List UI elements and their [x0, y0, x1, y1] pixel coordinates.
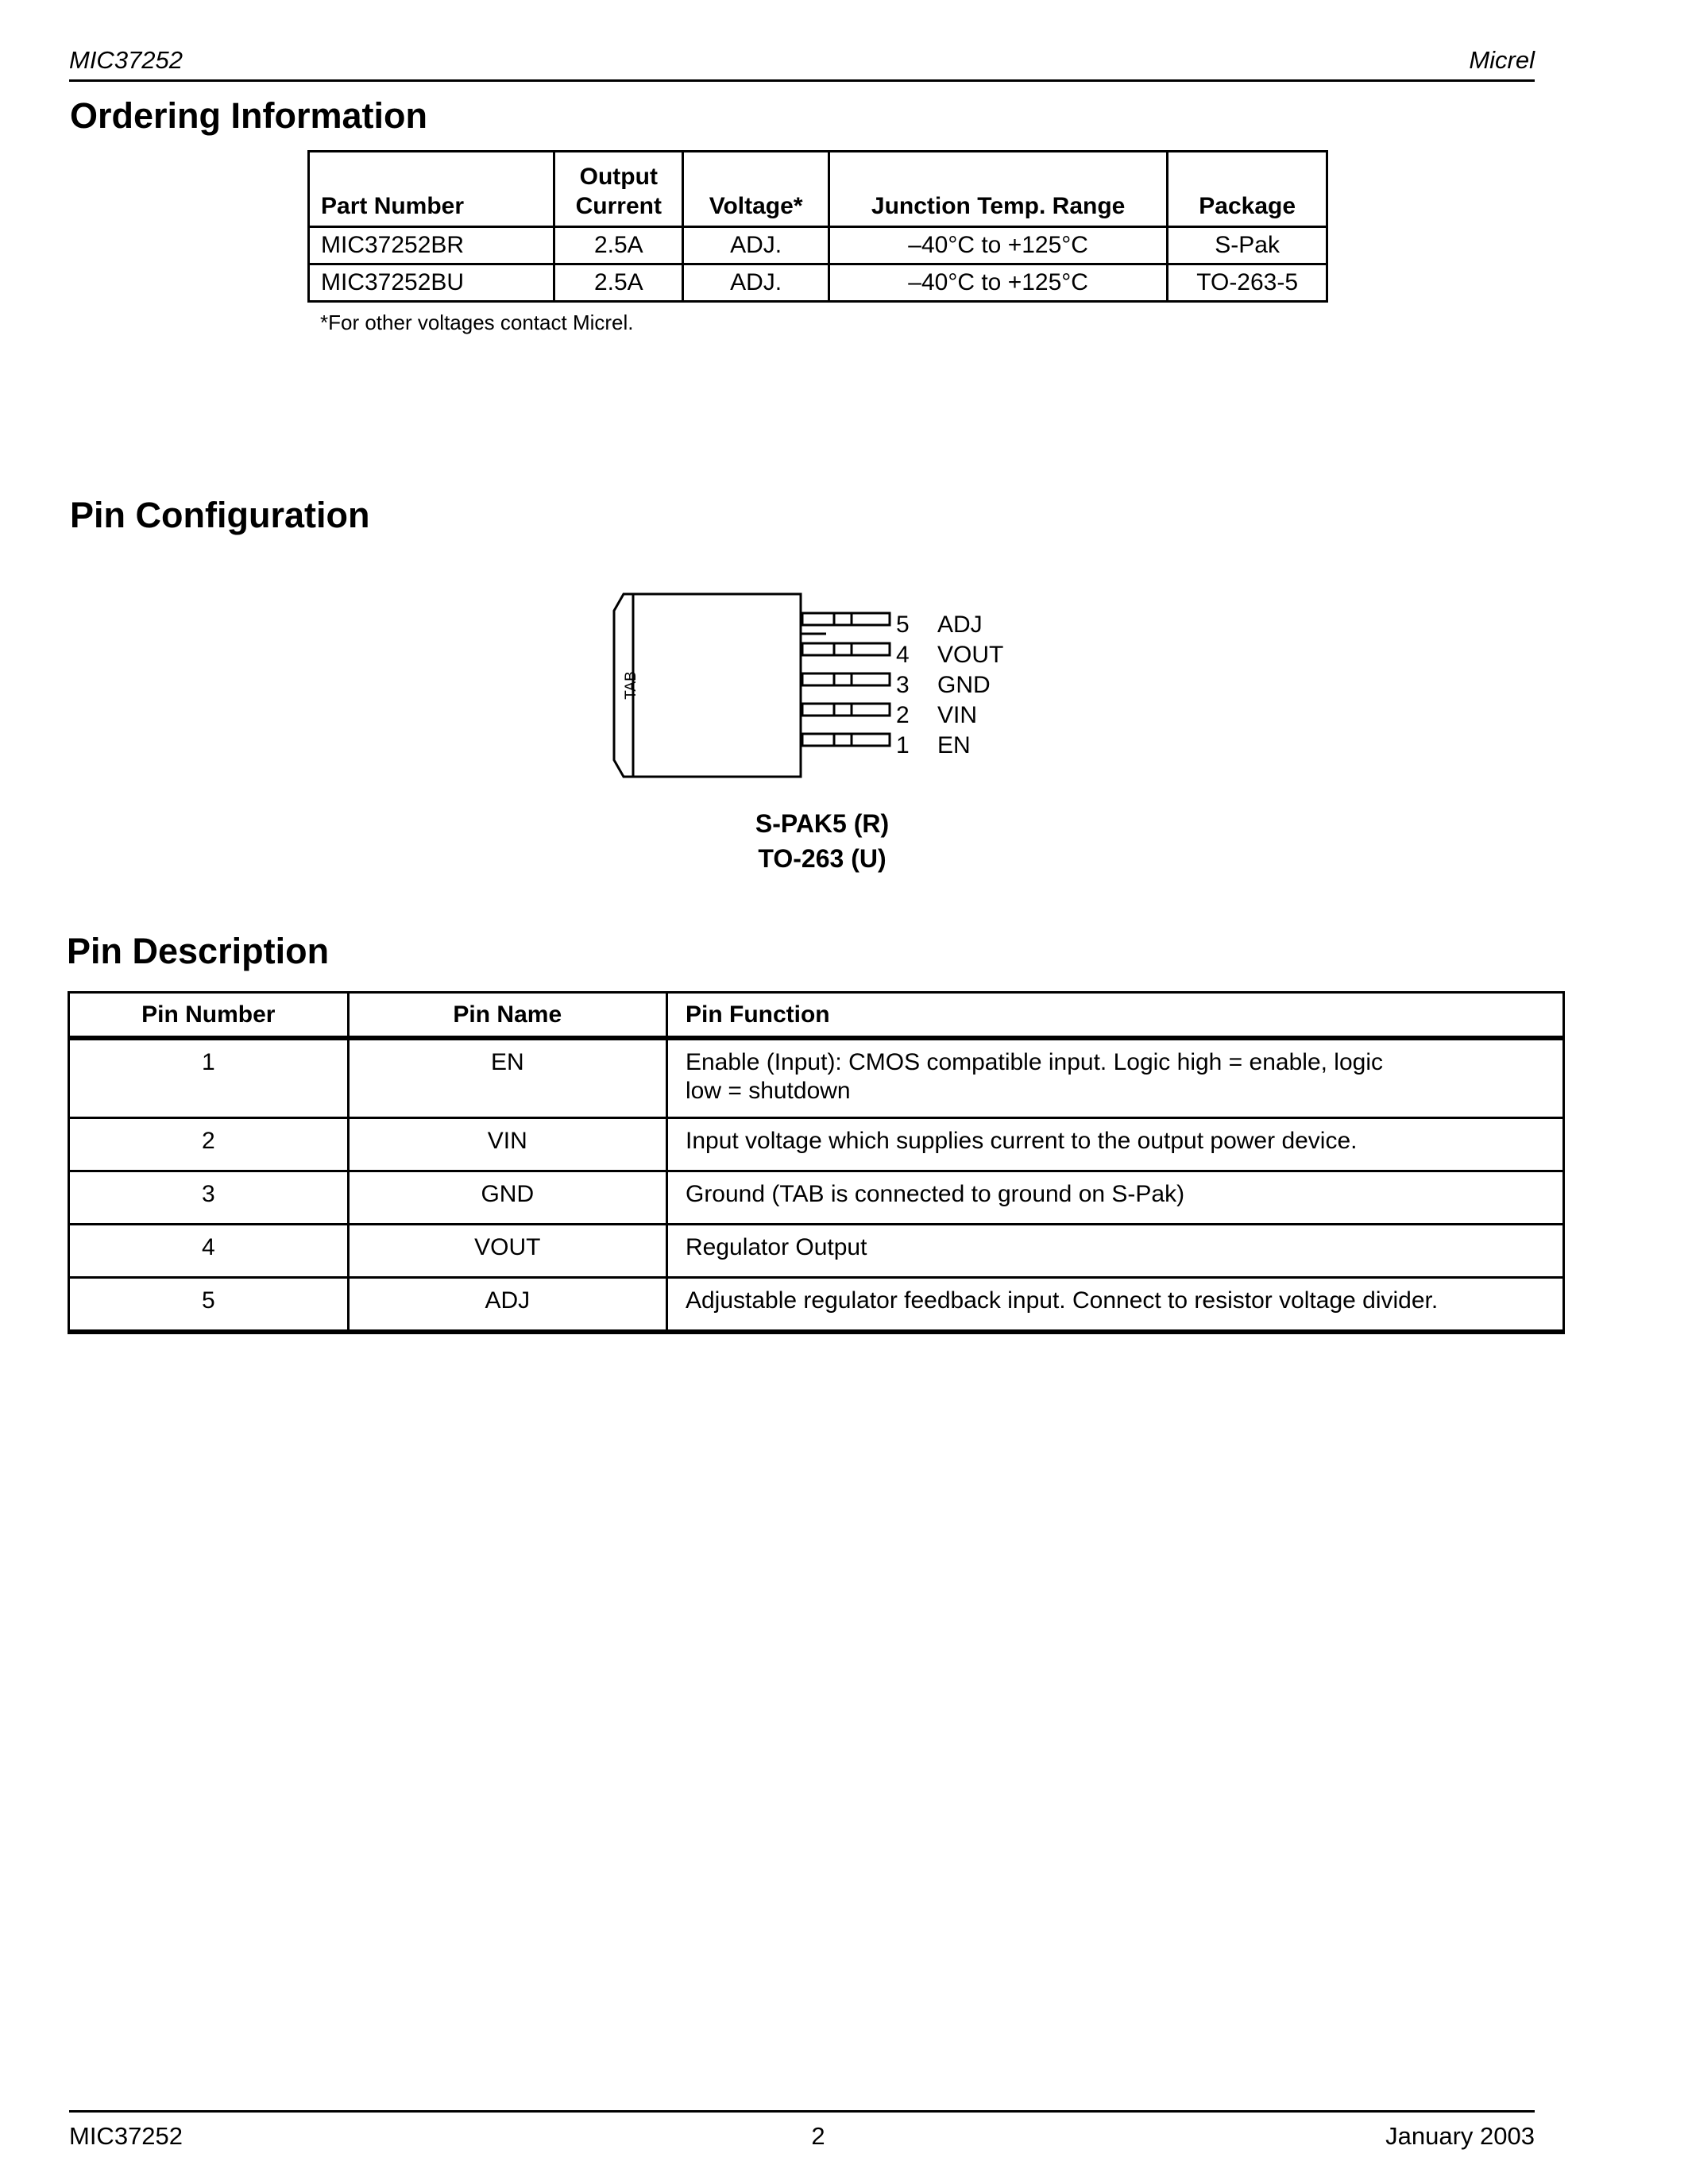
pin-3-name: GND	[937, 672, 991, 698]
cell-pin-name: ADJ	[348, 1278, 666, 1333]
col-voltage: Voltage*	[683, 152, 829, 227]
table-row	[69, 1278, 1564, 1333]
cell-package: TO-263-5	[1168, 264, 1327, 302]
pin-3-number: 3	[896, 672, 910, 698]
ordering-title: Ordering Information	[70, 95, 427, 136]
ordering-table	[307, 150, 1328, 303]
cell-pin-name: GND	[348, 1171, 666, 1225]
footer-date: January 2003	[1385, 2122, 1535, 2150]
cell-current: 2.5A	[554, 264, 683, 302]
table-row	[69, 1038, 1564, 1118]
cell-pin-number: 5	[69, 1278, 349, 1333]
header-part-number: MIC37252	[69, 46, 183, 74]
col-pin-name: Pin Name	[348, 993, 666, 1039]
col-pin-function: Pin Function	[666, 993, 1563, 1039]
cell-pin-name: VOUT	[348, 1225, 666, 1278]
package-body	[614, 594, 801, 777]
pin-lead	[802, 734, 890, 746]
col-package: Package	[1168, 152, 1327, 227]
col-pin-number: Pin Number	[69, 993, 349, 1039]
cell-pin-function: Adjustable regulator feedback input. Connect to resistor voltage divider.	[666, 1278, 1563, 1333]
cell-pin-number: 4	[69, 1225, 349, 1278]
ordering-header-row	[309, 152, 1327, 227]
cell-pin-function: Regulator Output	[666, 1225, 1563, 1278]
table-row	[69, 1118, 1564, 1171]
pin-desc-title: Pin Description	[67, 931, 330, 971]
pin-4-number: 4	[896, 642, 910, 668]
header-company: Micrel	[1469, 46, 1535, 74]
package-diagram	[604, 584, 826, 782]
col-temp-range: Junction Temp. Range	[829, 152, 1167, 227]
cell-pin-function: Enable (Input): CMOS compatible input. Logic high = enable, logic low = shutdown	[666, 1038, 1563, 1118]
cell-part: MIC37252BU	[309, 264, 554, 302]
cell-package: S-Pak	[1168, 227, 1327, 264]
pin-config-title: Pin Configuration	[70, 495, 370, 535]
pin-description-table	[68, 991, 1565, 1334]
pin-lead-group	[801, 612, 896, 762]
pin-5-number: 5	[896, 612, 910, 638]
cell-pin-name: VIN	[348, 1118, 666, 1171]
pin-lead	[802, 704, 890, 716]
cell-pin-number: 2	[69, 1118, 349, 1171]
header-rule	[69, 79, 1535, 82]
col-output-current: Output Current	[554, 152, 683, 227]
cell-pin-function: Ground (TAB is connected to ground on S-Pak)	[666, 1171, 1563, 1225]
cell-pin-name: EN	[348, 1038, 666, 1118]
pin-2-name: VIN	[937, 702, 978, 728]
package-name	[683, 806, 961, 876]
pin-5-name: ADJ	[937, 612, 983, 638]
cell-temp: –40°C to +125°C	[829, 227, 1167, 264]
ordering-row	[309, 227, 1327, 264]
pin-table-header	[69, 993, 1564, 1039]
package-name-line2: TO-263 (U)	[758, 844, 886, 873]
pin-lead	[802, 673, 890, 685]
cell-pin-function: Input voltage which supplies current to the output power device.	[666, 1118, 1563, 1171]
pin-4-name: VOUT	[937, 642, 1004, 668]
tab-label: TAB	[623, 671, 639, 700]
package-name-line1: S-PAK5 (R)	[755, 809, 890, 838]
page-number: 2	[811, 2122, 825, 2150]
cell-temp: –40°C to +125°C	[829, 264, 1167, 302]
cell-pin-number: 3	[69, 1171, 349, 1225]
pin-1-name: EN	[937, 732, 971, 758]
table-row	[69, 1225, 1564, 1278]
cell-pin-number: 1	[69, 1038, 349, 1118]
cell-voltage: ADJ.	[683, 264, 829, 302]
footer-part-number: MIC37252	[69, 2122, 183, 2150]
cell-current: 2.5A	[554, 227, 683, 264]
ordering-row	[309, 264, 1327, 302]
pin-1-number: 1	[896, 732, 910, 758]
ordering-footnote: *For other voltages contact Micrel.	[320, 311, 634, 334]
cell-part: MIC37252BR	[309, 227, 554, 264]
footer-rule	[69, 2110, 1535, 2113]
pin-2-number: 2	[896, 702, 910, 728]
pin-lead	[802, 613, 890, 625]
col-part-number: Part Number	[309, 152, 554, 227]
cell-voltage: ADJ.	[683, 227, 829, 264]
table-row	[69, 1171, 1564, 1225]
pin-lead	[802, 643, 890, 655]
